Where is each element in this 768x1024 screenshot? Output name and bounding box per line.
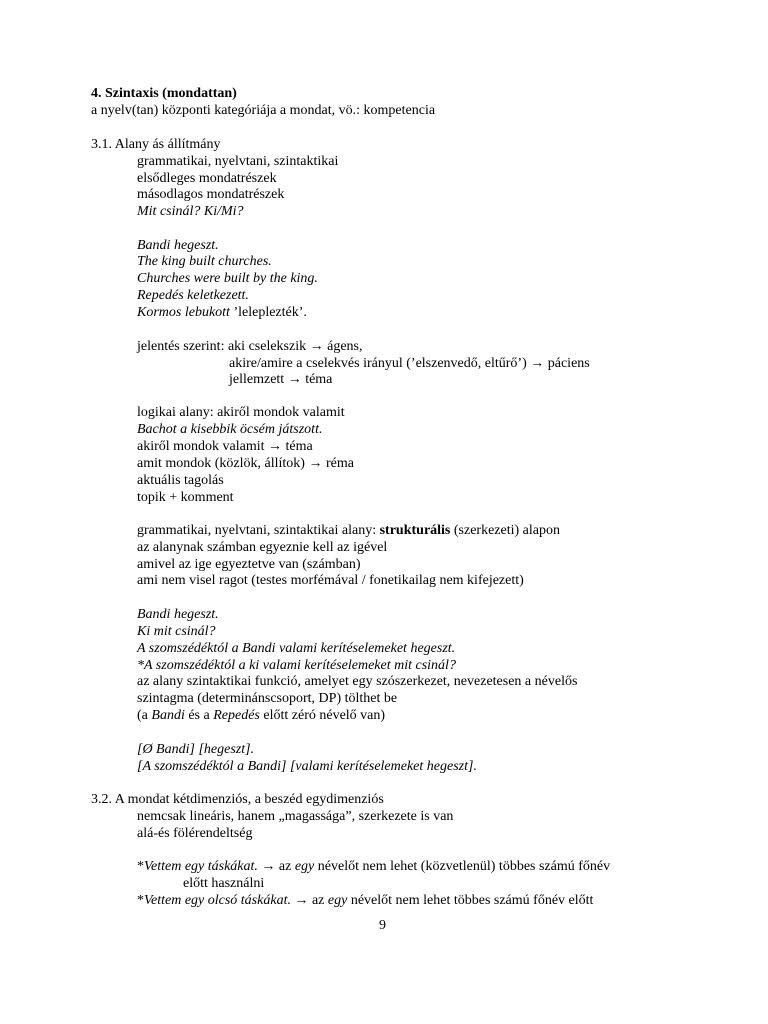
function-line: szintagma (determinánscsoport, DP) tölthet be	[137, 691, 398, 706]
example-line: Ki mit csinál?	[137, 624, 216, 639]
paren-text: és a	[184, 708, 214, 723]
section-heading: 4. Szintaxis (mondattan)	[91, 86, 237, 101]
term-line: elsődleges mondatrészek	[137, 171, 277, 186]
explanation-text: névelőt nem lehet (közvetlenül) többes számú főnév	[314, 859, 611, 874]
explanation-text: névelőt nem lehet többes számú főnév előtt	[347, 893, 594, 908]
gram-suffix: (szerkezeti) alapon	[450, 523, 560, 538]
grammatical-line: ami nem visel ragot (testes morfémával / fonetikailag nem kifejezett)	[137, 573, 524, 588]
logical-subject-line: logikai alany: akiről mondok valamit	[137, 405, 345, 420]
ungrammatical-example-1-cont: előtt használni	[183, 876, 265, 891]
example-line-kormos	[137, 305, 307, 321]
example-line: Repedés keletkezett.	[137, 288, 249, 303]
grammatical-line: az alanynak számban egyeznie kell az igével	[137, 540, 388, 555]
question-line: Mit csinál? Ki/Mi?	[137, 204, 244, 219]
section-3-2-title: 3.2. A mondat kétdimenziós, a beszéd egydimenziós	[91, 792, 384, 807]
section-3-1-title: 3.1. Alany ás állítmány	[91, 137, 221, 152]
egy-italic: egy	[294, 859, 315, 874]
term-line: másodlagos mondatrészek	[137, 187, 285, 202]
star-mark: *	[137, 859, 144, 874]
intro-line: a nyelv(tan) központi kategóriája a mondat, vö.: kompetencia	[91, 103, 436, 118]
logical-term-line: amit mondok (közlök, állítok) → réma	[137, 456, 354, 471]
logical-term-line: topik + komment	[137, 490, 234, 505]
star-mark: *	[137, 893, 144, 908]
example-line: Churches were built by the king.	[137, 271, 318, 286]
example-line: *A szomszédéktól a ki valami kerítéselemeket mit csinál?	[137, 658, 456, 673]
kormos-italic: Kormos lebukott	[137, 305, 230, 320]
paren-text: előtt zéró névelő van)	[259, 708, 386, 723]
logical-term-line: akiről mondok valamit → téma	[137, 439, 313, 454]
logical-example-line: Bachot a kisebbik öcsém játszott.	[137, 422, 323, 437]
arrow-text: → az	[257, 859, 295, 874]
page-number: 9	[379, 918, 386, 933]
egy-italic: egy	[327, 893, 348, 908]
paren-bandi: Bandi	[151, 708, 185, 723]
example-italic: Vettem egy táskákat.	[144, 859, 258, 874]
dimension-line: alá-és fölérendeltség	[137, 826, 253, 841]
kormos-gloss: ’leleplezték’.	[229, 305, 307, 320]
bracket-example: [A szomszédéktól a Bandi] [valami kerítéselemeket hegeszt].	[137, 759, 477, 774]
ungrammatical-example-1	[137, 859, 610, 875]
semantic-line: jellemzett → téma	[229, 372, 333, 387]
function-line: az alany szintaktikai funkció, amelyet egy szószerkezet, nevezetesen a névelős	[137, 674, 578, 689]
semantic-line: akire/amire a cselekvés irányul (’elszenvedő, eltűrő’) → páciens	[229, 356, 590, 371]
paren-text: (a	[137, 708, 152, 723]
arrow-text: → az	[290, 893, 328, 908]
grammatical-line: amivel az ige egyeztetve van (számban)	[137, 557, 361, 572]
example-italic: Vettem egy olcsó táskákat.	[144, 893, 291, 908]
dimension-line: nemcsak lineáris, hanem „magassága”, szerkezete is van	[137, 809, 454, 824]
example-line: Bandi hegeszt.	[137, 238, 219, 253]
example-line: The king built churches.	[137, 254, 272, 269]
example-line: Bandi hegeszt.	[137, 607, 219, 622]
gram-bold-term: strukturális	[379, 523, 451, 538]
term-line: grammatikai, nyelvtani, szintaktikai	[137, 154, 339, 169]
example-line: A szomszédéktól a Bandi valami kerítéselemeket hegeszt.	[137, 641, 456, 656]
semantic-line: jelentés szerint: aki cselekszik → ágens,	[137, 339, 363, 354]
gram-prefix: grammatikai, nyelvtani, szintaktikai alany:	[137, 523, 380, 538]
ungrammatical-example-2	[137, 893, 593, 909]
logical-term-line: aktuális tagolás	[137, 473, 224, 488]
paren-repedes: Repedés	[213, 708, 260, 723]
zero-article-note	[137, 708, 385, 724]
bracket-example: [Ø Bandi] [hegeszt].	[137, 742, 255, 757]
grammatical-subject-line	[137, 523, 560, 539]
